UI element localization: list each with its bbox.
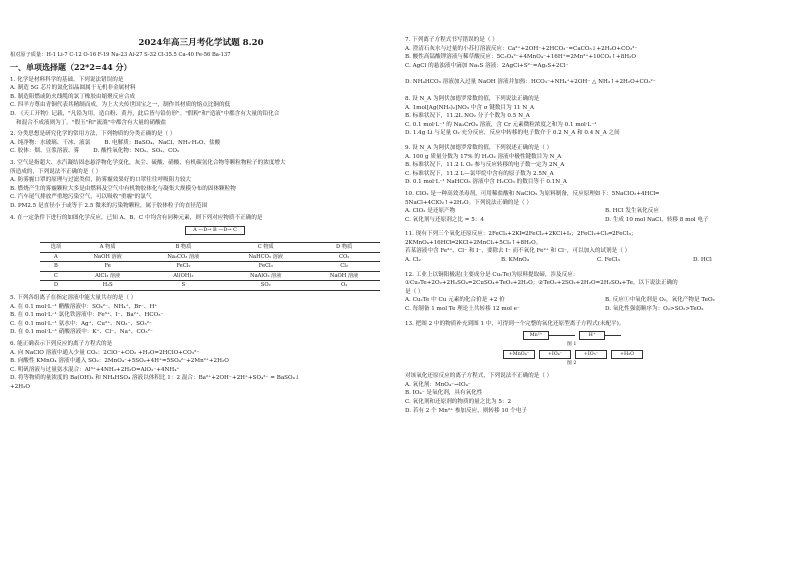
option-d: D. 《天工开物》记载，"凡铅为用，造白粉、黄丹，此后皆与铅仿形"。"假粉"和"造液"中都含有大量的铅化合 (10, 110, 280, 117)
option-b: B. 在 0.1 mol·L⁻¹ 氯化铁溶液中：Fe³⁺、I⁻、Ba²⁺、HCO₃⁻ (10, 312, 164, 319)
figure2-item: +H₂O (611, 350, 643, 359)
question-4 (10, 214, 392, 292)
question-stem: 3. 空气是指超大、水汽凝结固态悬浮物化学变化，灰尘、硫酸、硝酸、有机碳氢化合物等颗粒物粒子的浓度增大 (10, 159, 286, 166)
option-d: D. 1.4g Li 与足量 O₂ 充分反应，反应中转移的电子数介于 0.2 N_A 和 0.4 N_A 之间 (405, 130, 620, 137)
question-stem-continued: ①Cu₂Te+2O₂+2H₂SO₄=2CuSO₄+TeO₂+2H₂O；②TeO₂+2SO₂+2H₂O=2H₂SO₄+Te。以下说法正确的 (405, 280, 678, 287)
question-1 (10, 76, 392, 128)
question-5 (10, 294, 392, 337)
table-cell: Cl₂ (308, 262, 380, 272)
question-stem: 4. 在一定条件下进行的如图化学反应，已知 A、B、C 中均含有同种元素，则下列对应物质不正确的是 (10, 214, 263, 221)
table-cell: FeCl₃ (223, 262, 308, 272)
option-a: A. 防雾霾口罩的原理与过滤类似，防雾霾效果好的口罩往往呼吸阻力较大 (10, 177, 192, 184)
option-a: A. 纯净物：水玻璃、干冰、液氯 (10, 139, 91, 146)
option-b: B. IO₄⁻ 是氧化剂，具有氧化性 (405, 390, 483, 397)
atomic-masses: 相对原子质量：H-1 Li-7 C-12 O-16 F-19 Na-23 Al-27 S-32 Cl-35.5 Ca-40 Fe-56 Ba-137 (10, 52, 231, 58)
table-header-cell: B 物质 (144, 243, 224, 253)
question-stem-continued: 5NaCl+4ClO₂↑+2H₂O。下列说法正确的是（ ） (405, 199, 532, 206)
option-b: B. 标准状况下，11.2 L O₂ 参与反应转移的电子数一定为 2N_A (405, 162, 565, 169)
left-column (10, 6, 392, 392)
option-d: D. NH₄HCO₃ 溶液加入过量 NaOH 溶液并加热：HCO₃⁻+NH₄⁺+2OH⁻ △ NH₃↑+2H₂O+CO₃²⁻ (405, 79, 656, 86)
table-cell: SO₂ (223, 281, 308, 291)
option-b: B. 向酸性 KMnO₄ 溶液中通入 SO₂：2MnO₄⁻+5SO₂+4H⁺=5SO₄²⁻+2Mn²⁺+2H₂O (10, 358, 229, 365)
question-stem-continued: 所造成的，下列说法不正确的是（ ） (10, 168, 102, 175)
table-row (40, 271, 380, 281)
option-a: A. Cl₂ (405, 257, 421, 264)
option-c: C. 胶体：烟、豆浆溶液、雾 (10, 148, 80, 155)
question-12 (405, 271, 790, 314)
option-d-continued: 和混合不成液则为丁。"假玉"和"流淌"中都含有大量的硝酸盐 (16, 119, 167, 126)
question-13 (405, 320, 790, 416)
question-stem: 6. 能正确表示下列反应的离子方程式的是 (10, 341, 113, 348)
figure2-item: +IO₃⁻ (575, 350, 607, 359)
question-10 (405, 190, 790, 224)
reaction-map (10, 224, 392, 240)
question-7 (405, 36, 790, 87)
question-9 (405, 144, 790, 187)
figures (405, 330, 790, 370)
option-b: B. KMnO₄ (501, 257, 530, 264)
option-c: C. 每制备 1 mol Te 理论上共转移 12 mol e⁻ (405, 306, 520, 313)
option-d: D. 酸性氧化物：NO₂、SO₂、CO₂ (93, 148, 180, 155)
table-cell: H₂S (72, 281, 144, 291)
right-column (405, 6, 790, 415)
option-a: A. ClO₂ 是还原产物 (405, 208, 456, 215)
option-a: A. 100 g 质量分数为 17% 的 H₂O₂ 溶液中极性键数目为 N_A (405, 153, 562, 160)
table-cell: NaHCO₃ 溶液 (223, 252, 308, 262)
question-stem: 1. 化学是材料科学的基础。下列说法错误的是 (10, 76, 124, 83)
option-c: C. 标准状况下，11.2 L—氯甲烷中含有的原子数为 2.5N_A (405, 170, 554, 177)
option-d: D. 生成 10 mol NaCl，转移 8 mol 电子 (605, 216, 709, 223)
question-stem: 5. 下列各组离子在指定溶液中能大量共存的是（ ） (10, 295, 137, 302)
question-6 (10, 340, 392, 392)
table-cell: Al(OH)₃ (144, 271, 224, 281)
table-row (40, 262, 380, 272)
option-c: C. 四羊方尊由青铜代表其精制而成，为上大夫传世国宝之一，制作其材质的熔点比铜的低 (10, 102, 231, 109)
option-d: D. 若有 2 个 Mn²⁺ 参加反应，则转移 10 个电子 (405, 407, 528, 414)
table-row (40, 252, 380, 262)
table-cell: FeCl₂ (144, 262, 224, 272)
table-cell: C (40, 271, 72, 281)
option-b: B. 标准状况下，11.2L NO₂ 分子个数为 0.5 N_A (405, 113, 530, 120)
option-d-continued: +2H₂O (10, 384, 30, 390)
figure2-label: 图 2 (567, 361, 577, 367)
option-b: B. 燃烧产生的雾霾颗粒大多是由燃料及空气中有机物胶体化与凝集大规模分布的固体颗粒物 (10, 185, 236, 192)
option-b: B. 制造阻燃或防火线缆的氯丁橡胶由缩聚反应合成 (10, 93, 136, 100)
option-a: A. 1mol[Ag(NH₃)₂]NO₃ 中含 σ 键数目为 11 N_A (405, 104, 535, 111)
question-stem: 13. 把图 2 中的物质补充到图 1 中，可得到一个完整的氧化还原型离子方程式(未配平)。 (405, 320, 625, 327)
option-b: B. 电解质：BaSO₄、NaCl、NH₃·H₂O、盐酸 (104, 139, 221, 146)
option-a: A. Cu₂Te 中 Cu 元素的化合价是 +2 价 (405, 297, 505, 304)
question-stem-continued: 若某溶液中含 Fe²⁺、Cl⁻ 和 I⁻，要除去 I⁻ 而不氧化 Fe²⁺ 和 Cl⁻，可以加入的试剂是（ ） (405, 248, 631, 255)
table-cell: NaOH 溶液 (308, 271, 380, 281)
question-stem-continued: 是（ ） (405, 288, 424, 295)
option-a: A. 在 0.1 mol·L⁻¹ 醋酸溶液中：SO₄²⁻、NH₄⁺、Br⁻、H⁺ (10, 303, 158, 310)
figure2-item: +IO₄⁻ (539, 350, 571, 359)
option-c: C. 氧化剂和还原剂的物质的量之比为 5：2 (405, 399, 512, 405)
table-cell: B (40, 262, 72, 272)
question-stem-continued: 2KMnO₄+16HCl═2KCl+2MnCl₂+5Cl₂↑+8H₂O。 (405, 239, 542, 246)
table-cell: A (40, 252, 72, 262)
figure1-label: 图 1 (567, 342, 577, 348)
question-8 (405, 95, 790, 138)
table-header-row (40, 243, 380, 253)
table-cell: Fe (72, 262, 144, 272)
table-cell: CO₂ (308, 252, 380, 262)
question-stem: 8. 设 N_A 为阿伏加德罗常数的值，下列说法正确的是 (405, 95, 540, 102)
question-3 (10, 159, 392, 211)
option-c: C. 氧化剂与还原剂之比 = 5：4 (405, 216, 484, 223)
figure1-box-left: Mn²⁺ (523, 331, 549, 340)
option-b: B. HCl 发生氧化反应 (605, 208, 659, 215)
option-d: D. 将等物质的量浓度的 Ba(OH)₂ 和 NH₄HSO₄ 溶液以体积比 1：2 混合：Ba²⁺+2OH⁻+2H⁺+SO₄²⁻ = BaSO₄↓ (10, 375, 300, 382)
option-b: B. 酸性高锰酸钾溶液与稀草酸反应：5C₂O₄²⁻+4MnO₄⁻+16H⁺=2Mn²⁺+10CO₂↑+8H₂O (405, 54, 636, 61)
question-11 (405, 230, 790, 264)
option-a: A. 氧化剂：MnO₄⁻→IO₄⁻ (405, 381, 471, 388)
table-header-cell: A 物质 (72, 243, 144, 253)
table-cell: AlCl₃ 溶液 (72, 271, 144, 281)
option-d: D. 氧化性强弱顺序为：O₂>SO₂>TeO₂ (605, 306, 704, 313)
question-stem: 7. 下列离子方程式书写错误的是（ ） (405, 37, 498, 43)
options-table (40, 242, 380, 291)
option-a: A. 向 NaClO 溶液中通入少量 CO₂：2ClO⁻+CO₂ +H₂O=2HClO+CO₃²⁻ (10, 349, 200, 356)
table-cell: Na₂CO₃ 溶液 (144, 252, 224, 262)
question-stem: 11. 现有下列三个氧化还原反应：2FeCl₃+2KI═2FeCl₂+2KCl+I₂；2FeCl₂+Cl₂═2FeCl₃； (405, 231, 637, 238)
table-header-cell: C 物质 (223, 243, 308, 253)
table-cell: O₂ (308, 281, 380, 291)
option-d: D. HCl (693, 257, 712, 264)
figure1-arrow (605, 335, 621, 336)
figure1-box-right: H⁺ (579, 331, 605, 340)
figure1-arrow (549, 335, 575, 336)
table-cell: S (144, 281, 224, 291)
question-stem: 2. 分类思想是研究化学的常用方法，下列物质的分类正确的是（ ） (10, 131, 176, 138)
option-d: D. PM2.5 是直径小于或等于 2.5 微米的污染物颗粒，属于胶体粒子的直径范围 (10, 202, 208, 209)
section-heading: 一、单项选择题（22*2=44 分） (10, 61, 132, 72)
question-2 (10, 130, 392, 156)
option-c: C. 0.1 mol·L⁻¹ 的 Na₂CrO₄ 溶液，含 Cr 元素微粒浓度之和为 0.1 mol·L⁻¹ (405, 121, 597, 128)
option-d: D. 0.1 mol·L⁻¹ NaHCO₃ 溶液中含 H₂CO₃ 的数目等于 0.1N_A (405, 179, 567, 186)
option-c: C. AgCl 的悬浊液中滴加 Na₂S 溶液：2AgCl+S²⁻=Ag₂S+2Cl⁻ (405, 62, 569, 69)
question-stem: 10. ClO₂ 是一种高效杀毒剂，可用稀盐酸和 NaClO₃ 为原料制备，反应原理如下：5NaClO₂+4HCl═ (405, 190, 659, 197)
table-cell: NaOH 溶液 (72, 252, 144, 262)
reaction-map-box: A —D→ B —D→ C (185, 226, 245, 235)
figure2-item: +MnO₄⁻ (503, 350, 535, 359)
question-stem-continued: 对该氧化还原反应的离子方程式，下列说法不正确的是（ ） (405, 373, 553, 380)
table-header-cell: 选项 (40, 243, 72, 253)
option-c: C. 明矾溶液与过量氨水混合：Al³⁺+4NH₃+2H₂O=AlO₂⁻+4NH₄⁺ (10, 366, 180, 373)
table-row (40, 281, 380, 291)
option-b: B. 反应①中氧化剂是 O₂，氧化产物是 TeO₂ (605, 297, 715, 304)
question-stem: 9. 设 N_A 为阿伏加德罗常数的值，下列叙述正确的是（ ） (405, 144, 553, 151)
option-c: C. FeCl₃ (597, 257, 620, 264)
table-cell: NaAlO₂ 溶液 (223, 271, 308, 281)
table-cell: D (40, 281, 72, 291)
question-stem: 12. 工业上以铜阳极泥(主要成分是 Cu₂Te)为原料提取碲，涉及反应： (405, 271, 579, 278)
option-d: D. 在 0.1 mol·L⁻¹ 硝酸溶液中：K⁺、Cl⁻、Na⁺、CO₃²⁻ (10, 329, 153, 336)
option-c: C. 在 0.1 mol·L⁻¹ 氨水中：Ag⁺、Cu²⁺、NO₃⁻、SO₃²⁻ (10, 320, 152, 327)
exam-title: 2024年高三月考化学试题 8.20 (138, 38, 264, 48)
option-a: A. 制造 5G 芯片的氮化铝晶圆属于无机非金属材料 (10, 85, 136, 92)
option-a: A. 澄清石灰水与过量的小苏打溶液反应：Ca²⁺+2OH⁻+2HCO₃⁻=CaCO₃↓+2H₂O+CO₃²⁻ (405, 45, 638, 52)
table-header-cell: D 物质 (308, 243, 380, 253)
option-c: C. 汽车尾气排放严重地污染空气，可以吸收"重霾"的氯气 (10, 194, 152, 201)
